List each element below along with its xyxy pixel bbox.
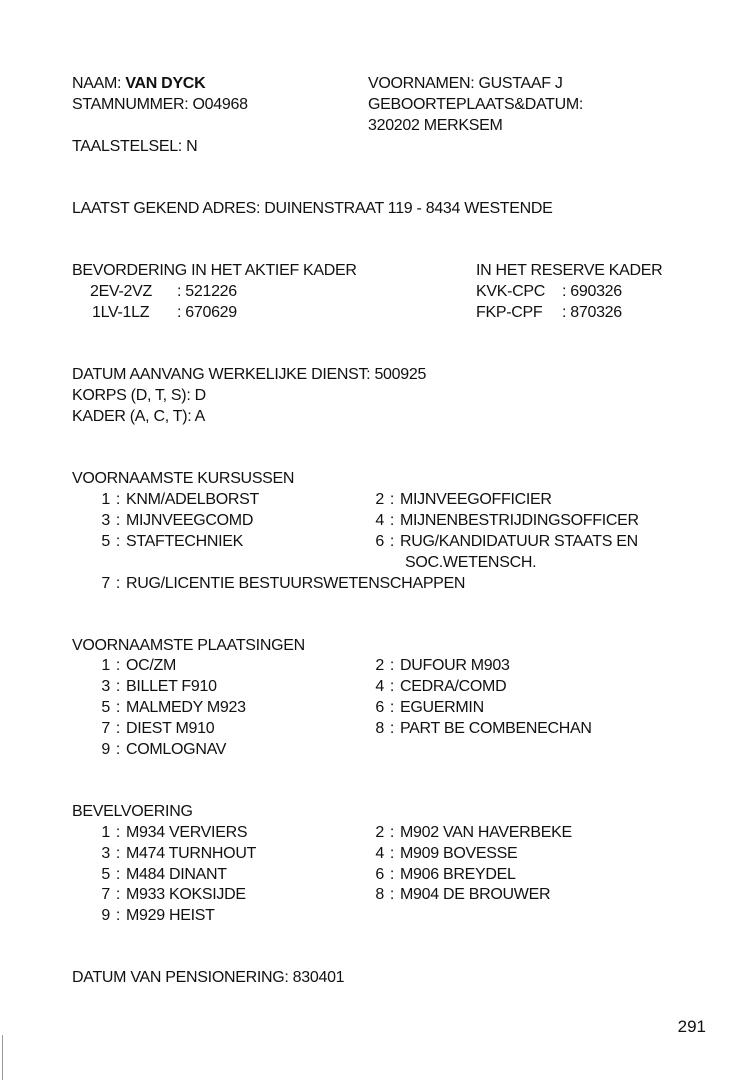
aktief-row [92,303,237,324]
list-item: 6 : RUG/KANDIDATUUR STAATS EN [375,533,638,550]
list-item: 3 : MIJNVEEGCOMD [101,512,254,529]
kursussen-title: VOORNAAMSTE KURSUSSEN [72,470,295,487]
list-item: 6 : M906 BREYDEL [375,866,516,883]
geboorte-value: 320202 MERKSEM [368,117,503,134]
list-item: 1 : OC/ZM [101,657,177,674]
reserve-rank: FKP-CPF [476,304,543,321]
datum-aanvang-dienst: DATUM AANVANG WERKELIJKE DIENST: 500925 [72,366,427,383]
naam-value: VAN DYCK [125,75,206,92]
aktief-date: : 670629 [177,304,237,321]
list-item: 2 : MIJNVEEGOFFICIER [375,491,552,508]
list-item: 6 : EGUERMIN [375,699,484,716]
aktief-date: : 521226 [177,283,237,300]
kader: KADER (A, C, T): A [72,408,205,425]
bevelvoering-title: BEVELVOERING [72,803,193,820]
list-item: 4 : CEDRA/COMD [375,678,507,695]
list-item: 9 : M929 HEIST [101,907,215,924]
reserve-row [476,303,622,324]
aktief-rank: 1LV-1LZ [92,304,150,321]
korps: KORPS (D, T, S): D [72,387,206,404]
list-item-continuation: SOC.WETENSCH. [405,554,537,571]
list-item: 7 : M933 KOKSIJDE [101,886,246,903]
list-item: 3 : BILLET F910 [101,678,217,695]
aktief-rank: 2EV-2VZ [90,283,152,300]
reserve-row [476,282,622,303]
naam-line [72,74,205,95]
laatst-gekend-adres: LAATST GEKEND ADRES: DUINENSTRAAT 119 - 8434 WESTENDE [72,200,553,217]
bevordering-reserve-title: IN HET RESERVE KADER [476,262,663,279]
reserve-date: : 870326 [562,304,622,321]
naam-label: NAAM: [72,75,122,92]
list-item: 8 : PART BE COMBENECHAN [375,720,592,737]
datum-pensionering: DATUM VAN PENSIONERING: 830401 [72,969,345,986]
aktief-row [90,282,237,303]
list-item: 2 : DUFOUR M903 [375,657,510,674]
list-item: 1 : M934 VERVIERS [101,824,248,841]
list-item: 3 : M474 TURNHOUT [101,845,257,862]
reserve-rank: KVK-CPC [476,283,546,300]
stamnummer: STAMNUMMER: O04968 [72,96,248,113]
list-item: 7 : RUG/LICENTIE BESTUURSWETENSCHAPPEN [101,575,466,592]
page-number: 291 [677,1017,706,1036]
margin-line [2,1035,3,1080]
list-item: 7 : DIEST M910 [101,720,215,737]
list-item: 4 : MIJNENBESTRIJDINGSOFFICER [375,512,639,529]
list-item: 2 : M902 VAN HAVERBEKE [375,824,572,841]
reserve-date: : 690326 [562,283,622,300]
voornamen: VOORNAMEN: GUSTAAF J [368,75,563,92]
list-item: 8 : M904 DE BROUWER [375,886,551,903]
list-item: 9 : COMLOGNAV [101,741,227,758]
list-item: 4 : M909 BOVESSE [375,845,518,862]
list-item: 5 : M484 DINANT [101,866,227,883]
bevordering-aktief-title: BEVORDERING IN HET AKTIEF KADER [72,262,357,279]
plaatsingen-title: VOORNAAMSTE PLAATSINGEN [72,637,305,654]
list-item: 1 : KNM/ADELBORST [101,491,260,508]
geboorte-label: GEBOORTEPLAATS&DATUM: [368,96,584,113]
list-item: 5 : STAFTECHNIEK [101,533,244,550]
taalstelsel: TAALSTELSEL: N [72,138,198,155]
list-item: 5 : MALMEDY M923 [101,699,246,716]
